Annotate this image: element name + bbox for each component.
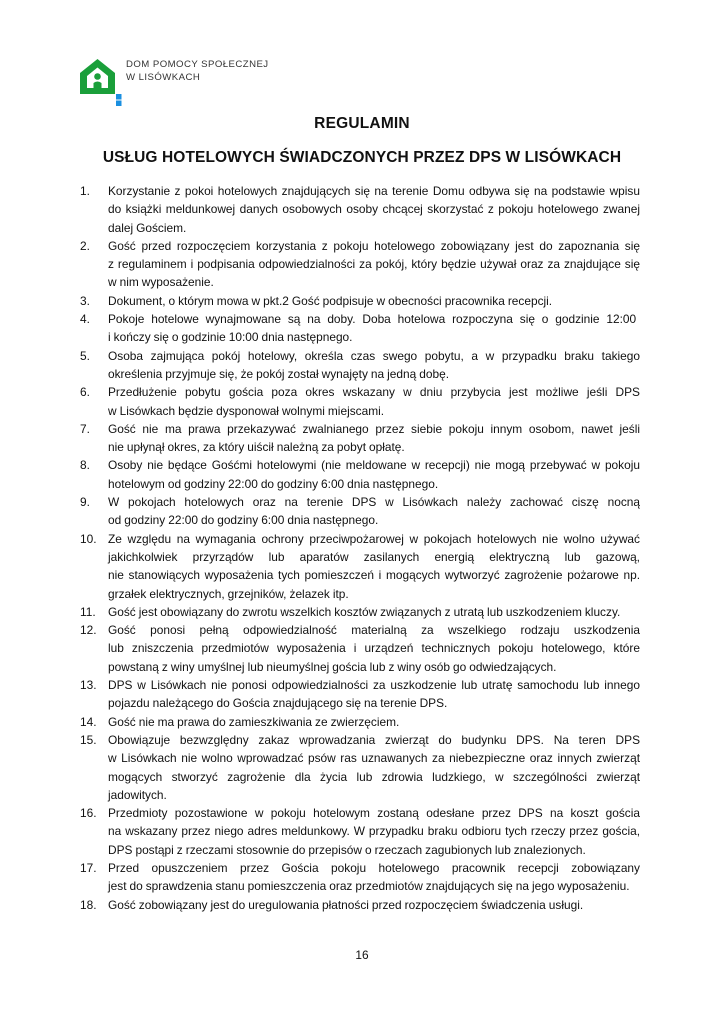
rule-text-line: Gość ponosi pełną odpowiedzialność materialną za wszelkiego rodzaju uszkodzenia xyxy=(108,623,640,638)
rule-text-line: Korzystanie z pokoi hotelowych znajdujących się na terenie Domu odbywa się na podstawie wpisu xyxy=(108,184,640,198)
rule-number: 7. xyxy=(80,421,90,436)
rule-text xyxy=(108,621,640,676)
rule-text-line: Ze względu na wymagania ochrony przeciwpożarowej w pokojach hotelowych nie wolno używać xyxy=(108,531,640,546)
rule-text-line: grzałek elektrycznych, grzejników, żelazek itp. xyxy=(108,586,349,601)
rule-text-line: i kończy się o godzinie 10:00 dnia następnego. xyxy=(108,330,353,345)
rule-text xyxy=(108,347,640,384)
rule-number: 15. xyxy=(80,732,97,747)
organization-name xyxy=(126,58,269,84)
rule-item xyxy=(80,859,640,896)
rule-number: 9. xyxy=(80,495,90,510)
rule-text-line: jadowitych. xyxy=(108,787,167,802)
rule-number: 5. xyxy=(80,348,90,363)
organization-name-line2: W LISÓWKACH xyxy=(126,72,201,83)
rule-text-line: Osoba zajmująca pokój hotelowy, określa czas swego pobytu, a w przypadku braku takiego xyxy=(108,348,640,363)
rule-number: 4. xyxy=(80,312,90,327)
rule-text xyxy=(108,676,640,713)
rule-text-line: nie upłynął okres, za który uiścił należną za pobyt opłatę. xyxy=(108,440,405,455)
rule-text-line: określenia przyjmuje się, że pokój został wynajęty na jedną dobę. xyxy=(108,366,449,381)
rule-text xyxy=(108,804,640,859)
rule-item xyxy=(80,621,640,676)
rule-number: 2. xyxy=(80,238,90,253)
rule-item xyxy=(80,182,640,237)
rule-text xyxy=(108,530,640,603)
rule-text-line: powstaną z winy umyślnej lub nieumyślnej gościa lub z winy osób go odwiedzających. xyxy=(108,659,557,674)
rule-item xyxy=(80,676,640,713)
rule-number: 6. xyxy=(80,385,90,400)
rule-text-line: Obowiązuje bezwzględny zakaz wprowadzania zwierząt do budynku DPS. Na teren DPS xyxy=(108,732,640,747)
rule-number: 14. xyxy=(80,714,97,729)
rule-text-line: Przedłużenie pobytu gościa poza okres wskazany w dniu przybycia jest możliwe jeśli DPS xyxy=(108,385,640,400)
rule-number: 17. xyxy=(80,860,97,875)
rule-text xyxy=(108,859,640,896)
rule-text-line: DPS w Lisówkach nie ponosi odpowiedzialności za uszkodzenie lub utratę samochodu lub innego xyxy=(108,678,640,693)
rule-text-line: Przedmioty pozostawione w pokoju hotelowym zostaną odesłane przez DPS na koszt gościa xyxy=(108,806,640,821)
rule-text-line: na wskazany przez niego adres meldunkowy. W przypadku braku odbioru tych rzeczy przez gościa, xyxy=(108,824,640,839)
rule-text xyxy=(108,383,640,420)
rule-text-line: jakichkolwiek przyrządów lub aparatów zasilanych energią elektryczną lub gazową, xyxy=(108,549,640,564)
rule-text xyxy=(108,420,640,457)
rule-text xyxy=(108,292,640,310)
organization-logo xyxy=(78,55,298,107)
rule-text-line: DPS postąpi z rzeczami stosownie do przepisów o rzeczach zagubionych lub znalezionych. xyxy=(108,842,586,857)
rule-text-line: Gość jest obowiązany do zwrotu wszelkich kosztów związanych z utratą lub uszkodzeniem kluczy. xyxy=(108,604,621,619)
rule-text-line: Gość przed rozpoczęciem korzystania z pokoju hotelowego zobowiązany jest do zapoznania się xyxy=(108,238,640,253)
rule-text-line: lub zniszczenia przedmiotów wyposażenia i urządzeń technicznych pokoju hotelowego, które xyxy=(108,641,640,656)
rule-text-line: hotelowym od godziny 22:00 do godziny 6:00 dnia następnego. xyxy=(108,476,439,491)
rule-item xyxy=(80,493,640,530)
rule-number: 1. xyxy=(80,184,90,198)
document-subtitle: USŁUG HOTELOWYCH ŚWIADCZONYCH PRZEZ DPS W LISÓWKACH xyxy=(102,149,622,166)
rule-text-line: od godziny 22:00 do godziny 6:00 dnia następnego. xyxy=(108,513,379,528)
rule-text xyxy=(108,603,640,621)
rule-text-line: jest do sprawdzenia stanu pomieszczenia oraz przedmiotów znajdujących się na jego wyposażeniu. xyxy=(108,879,630,894)
rule-item xyxy=(80,804,640,859)
rule-text-line: Przed opuszczeniem przez Gościa pokoju hotelowego pracownik recepcji zobowiązany xyxy=(108,860,640,875)
rule-item xyxy=(80,603,640,621)
rule-text xyxy=(108,182,640,237)
rule-item xyxy=(80,456,640,493)
rule-item xyxy=(80,713,640,731)
rule-item xyxy=(80,896,640,914)
rule-number: 13. xyxy=(80,678,97,693)
rule-text xyxy=(108,310,640,347)
rule-item xyxy=(80,530,640,603)
rule-text-line: Gość nie ma prawa przekazywać zwalnianego przez siebie pokoju innym osobom, nawet jeśli xyxy=(108,421,640,436)
rule-number: 10. xyxy=(80,531,97,546)
rule-text-line: pojazdu należącego do Gościa znajdującego się na terenie DPS. xyxy=(108,696,448,711)
rule-text-line: z regulaminem i podpisania odpowiedzialności za pokój, który będzie używał oraz za znajdujące się xyxy=(108,257,640,272)
rule-item xyxy=(80,383,640,420)
rule-text xyxy=(108,493,640,530)
rule-text-line: Gość nie ma prawa do zamieszkiwania ze zwierzęciem. xyxy=(108,714,400,729)
rule-text xyxy=(108,456,640,493)
rule-number: 3. xyxy=(80,293,90,308)
rule-text-line: Pokoje hotelowe wynajmowane są na doby. Doba hotelowa rozpoczyna się o godzinie 12:00 xyxy=(108,312,637,327)
rule-number: 8. xyxy=(80,458,90,473)
rule-text-line: w nim wyposażenie. xyxy=(108,275,214,290)
rule-item xyxy=(80,310,640,347)
rule-text-line: w Lisówkach będzie dysponował wolnymi miejscami. xyxy=(108,403,385,418)
rule-text-line: dalej Gościem. xyxy=(108,220,187,235)
rule-item xyxy=(80,292,640,310)
house-logo-icon xyxy=(78,55,124,107)
organization-name-line1: DOM POMOCY SPOŁECZNEJ xyxy=(126,59,269,70)
page-number: 16 xyxy=(355,948,369,962)
rule-item xyxy=(80,237,640,292)
document-title: REGULAMIN xyxy=(314,115,410,132)
rule-text-line: w Lisówkach nie wolno wprowadzać psów ras uznawanych za niebezpieczne oraz innych zwierząt xyxy=(108,751,640,766)
rule-text xyxy=(108,713,640,731)
rule-item xyxy=(80,731,640,804)
rule-text xyxy=(108,731,640,804)
rule-text xyxy=(108,237,640,292)
rule-text-line: mogących stworzyć zagrożenie dla życia lub zdrowia ludzkiego, w szczególności zwierząt xyxy=(108,769,640,784)
rule-text-line: do książki meldunkowej danych osobowych osoby chcącej skorzystać z pokoju hotelowego zwanej xyxy=(108,202,640,217)
rule-text xyxy=(108,896,640,914)
rule-item xyxy=(80,420,640,457)
rule-text-line: nie stanowiących wyposażenia tych pomieszczeń i mogących wytworzyć zagrożenie pożarowe np. xyxy=(108,568,640,583)
rules-list xyxy=(80,182,640,914)
rule-item xyxy=(80,347,640,384)
rule-number: 12. xyxy=(80,623,97,638)
rule-text-line: W pokojach hotelowych oraz na terenie DPS w Lisówkach należy zachować ciszę nocną xyxy=(108,495,640,510)
rule-text-line: Osoby nie będące Gośćmi hotelowymi (nie meldowane w recepcji) nie mogą przebywać w pokoju xyxy=(108,458,640,473)
rule-number: 16. xyxy=(80,806,97,821)
rule-text-line: Gość zobowiązany jest do uregulowania płatności przed rozpoczęciem świadczenia usługi. xyxy=(108,897,584,912)
rule-number: 11. xyxy=(80,604,96,619)
rule-number: 18. xyxy=(80,897,97,912)
rule-text-line: Dokument, o którym mowa w pkt.2 Gość podpisuje w obecności pracownika recepcji. xyxy=(108,293,553,308)
